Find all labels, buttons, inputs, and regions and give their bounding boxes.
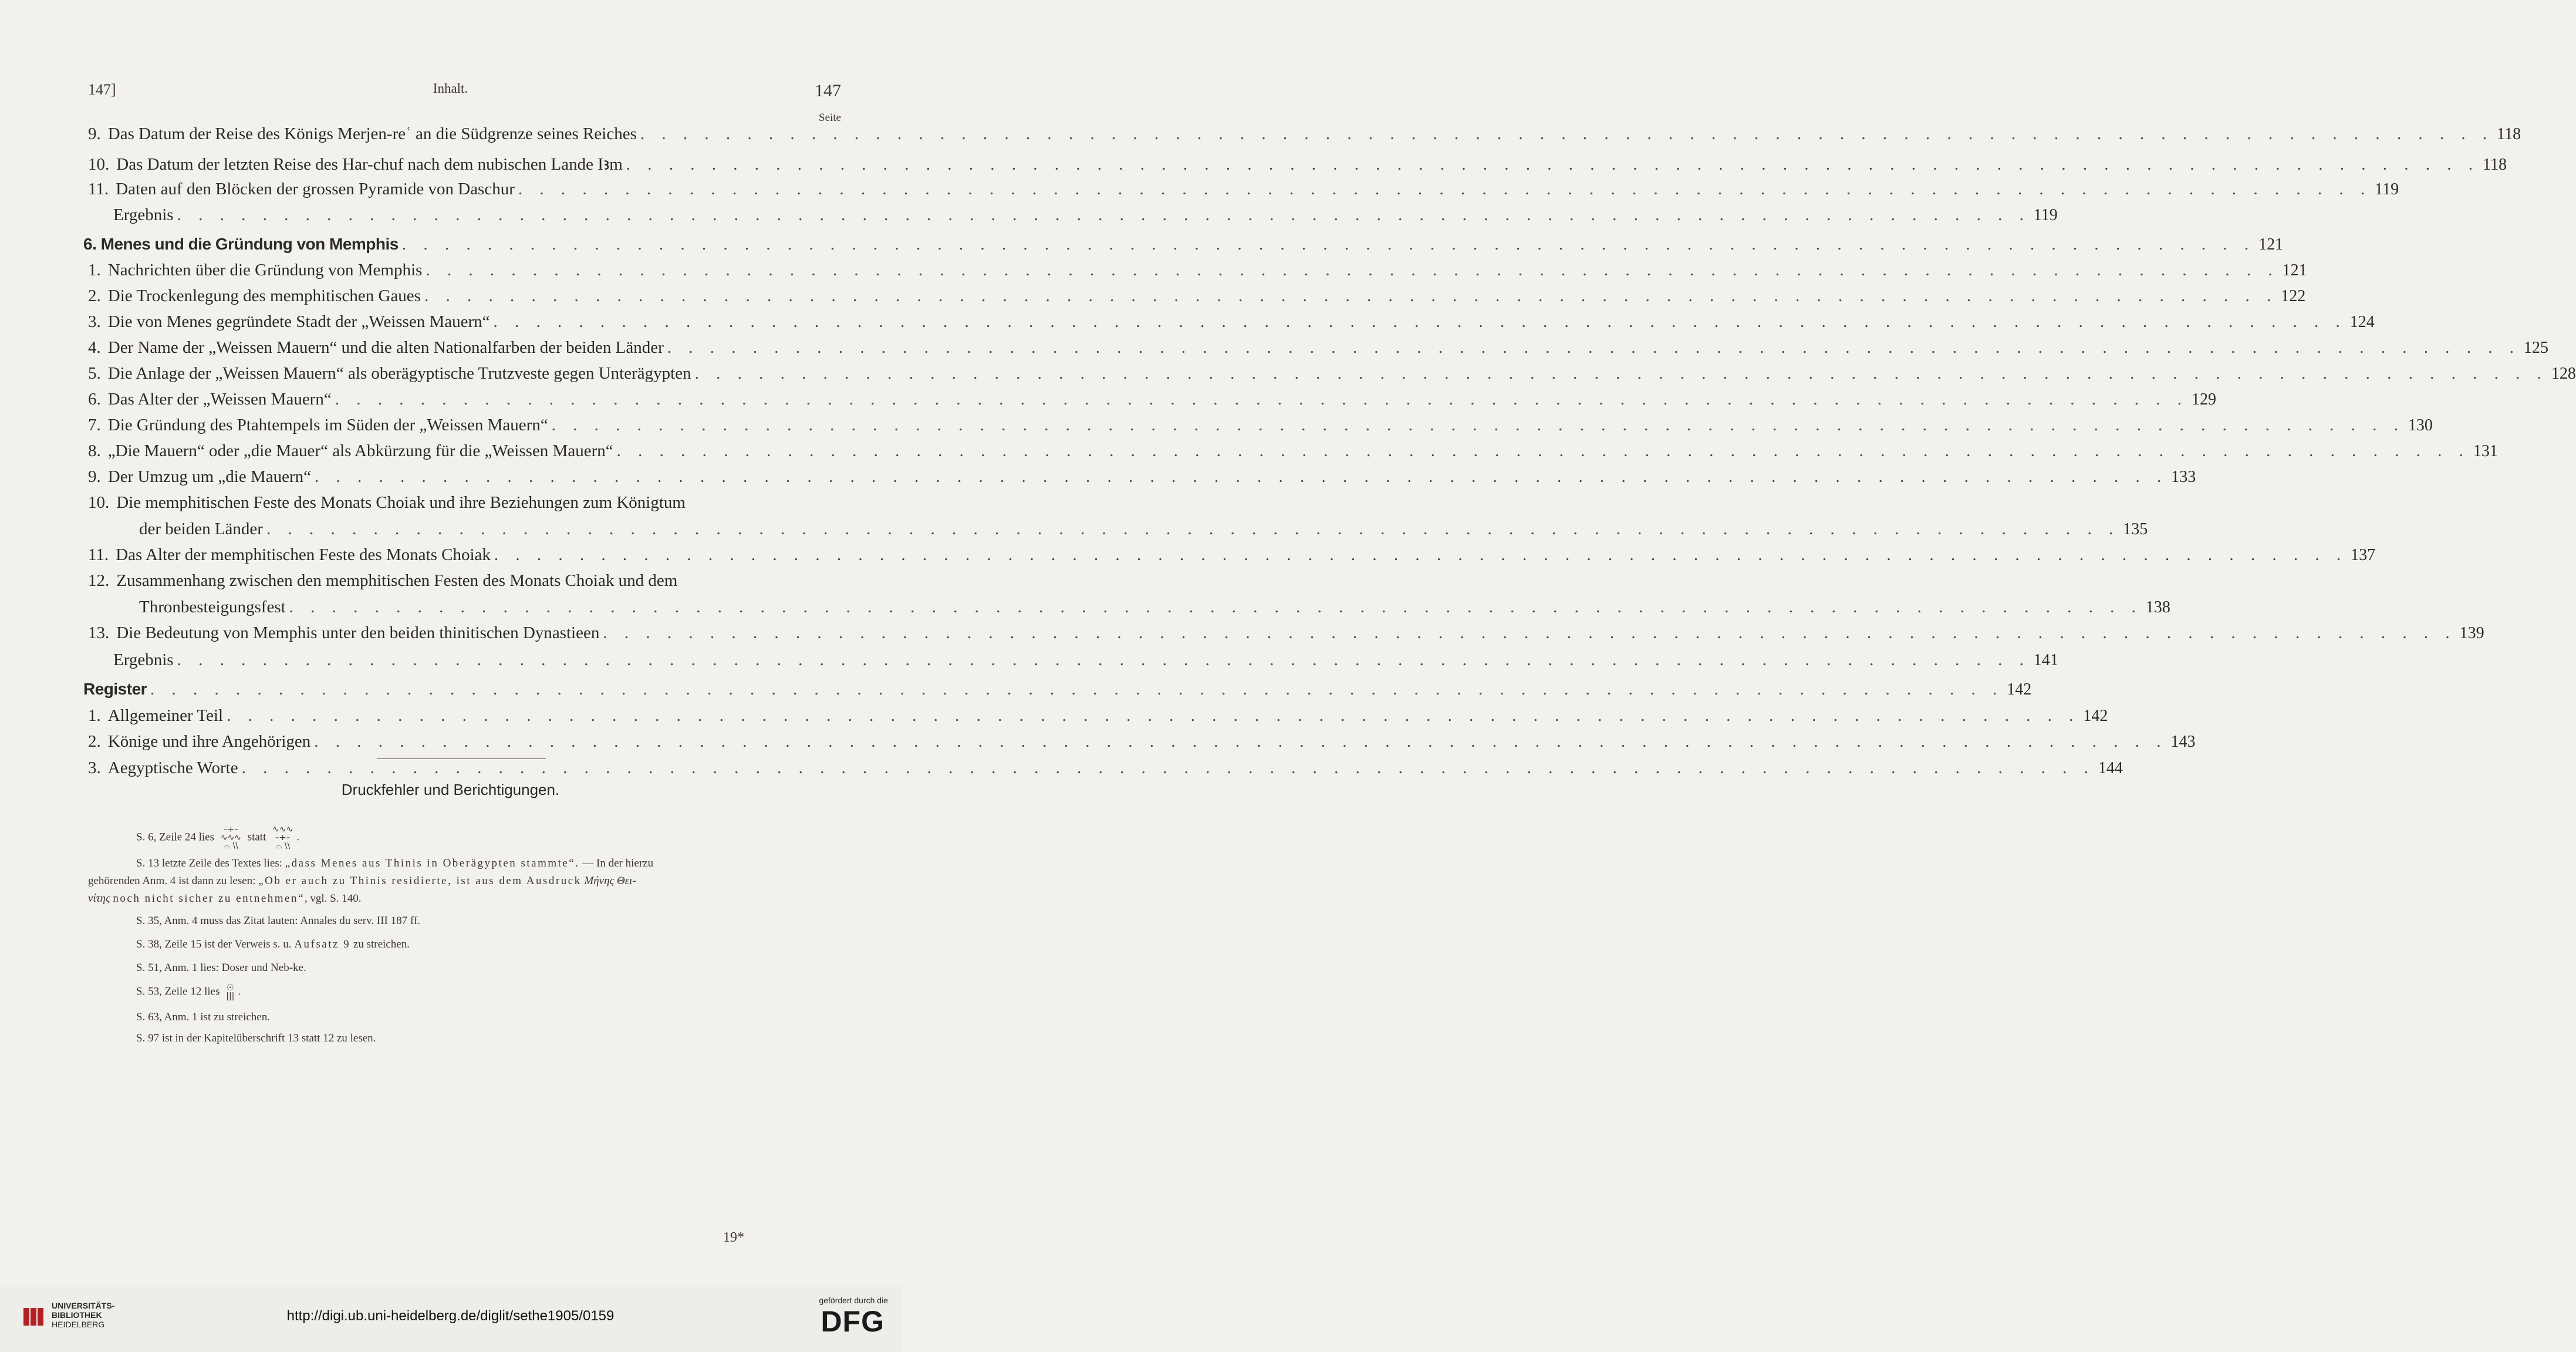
toc-title: Aegyptische Worte bbox=[107, 758, 238, 777]
divider bbox=[377, 758, 546, 759]
toc-number: 1. bbox=[88, 261, 101, 279]
toc-leader bbox=[640, 124, 2493, 144]
toc-title: Das Alter der „Weissen Mauern“ bbox=[107, 390, 332, 409]
errata-heading: Druckfehler und Berichtigungen. bbox=[341, 781, 560, 798]
toc-number: 8. bbox=[88, 441, 101, 460]
toc-number: 3. bbox=[88, 312, 101, 331]
toc-page: 118 bbox=[2497, 125, 2521, 143]
toc-entry bbox=[88, 154, 2507, 180]
toc-entry bbox=[88, 571, 841, 597]
toc-leader bbox=[603, 623, 2456, 643]
toc-number: 11. bbox=[88, 180, 109, 198]
toc-title: Der Name der „Weissen Mauern“ und die alten Nationalfarben der beiden Länder bbox=[107, 338, 664, 357]
toc-title: Die Gründung des Ptahtempels im Süden der „Weissen Mauern“ bbox=[107, 416, 548, 434]
toc-page: 130 bbox=[2408, 416, 2433, 434]
toc-page: 139 bbox=[2459, 624, 2484, 642]
toc-entry bbox=[88, 364, 2576, 390]
toc-page: 128 bbox=[2551, 365, 2576, 383]
toc-number: 9. bbox=[88, 124, 101, 143]
toc-leader bbox=[402, 235, 2255, 254]
toc-title: Könige und ihre Angehörigen bbox=[107, 732, 311, 751]
toc-leader bbox=[242, 758, 2095, 778]
toc-page: 129 bbox=[2191, 390, 2216, 409]
toc-leader bbox=[518, 180, 2371, 199]
toc-entry bbox=[88, 205, 2058, 231]
toc-leader bbox=[626, 155, 2479, 174]
toc-title: Die memphitischen Feste des Monats Choiak und ihre Beziehungen zum Königtum bbox=[116, 493, 686, 512]
toc-leader bbox=[426, 261, 2278, 280]
dfg-logo: DFG bbox=[821, 1305, 884, 1338]
toc-title: Ergebnis bbox=[113, 205, 174, 224]
toc-leader bbox=[494, 312, 2347, 332]
toc-title: Das Datum der letzten Reise des Har-chuf nach dem nubischen Lande Iꜣm bbox=[116, 155, 623, 174]
toc-entry bbox=[88, 732, 2196, 758]
toc-title: „Die Mauern“ oder „die Mauer“ als Abkürzung für die „Weissen Mauern“ bbox=[107, 441, 613, 460]
toc-title: Das Alter der memphitischen Feste des Monats Choiak bbox=[116, 545, 491, 564]
toc-page: 142 bbox=[2083, 707, 2108, 725]
toc-number: 2. bbox=[88, 732, 101, 751]
toc-page: 121 bbox=[2258, 235, 2284, 254]
toc-leader bbox=[695, 364, 2548, 383]
toc-number: 11. bbox=[88, 545, 109, 564]
hieroglyph-sun-icon: ☉ ||| bbox=[226, 983, 235, 1001]
toc-page: 119 bbox=[2375, 180, 2399, 198]
toc-number: 5. bbox=[88, 364, 101, 383]
seite-label: Seite bbox=[819, 112, 841, 124]
hieroglyph-correct-icon: –+– ∿∿∿ ⌓ \\ bbox=[220, 825, 241, 851]
toc-leader bbox=[335, 390, 2188, 409]
toc-entry bbox=[88, 390, 2216, 416]
toc-title: Register bbox=[83, 680, 147, 698]
toc-leader bbox=[227, 706, 2079, 726]
toc-title: Thronbesteigungsfest bbox=[139, 598, 286, 616]
toc-title: Die Bedeutung von Memphis unter den beiden thinitischen Dynastieen bbox=[116, 623, 600, 642]
toc-entry bbox=[88, 598, 2170, 623]
toc-entry bbox=[88, 416, 2433, 441]
toc-leader bbox=[315, 467, 2168, 487]
toc-entry bbox=[83, 680, 2032, 706]
running-head-left: 147] bbox=[88, 81, 116, 98]
toc-entry bbox=[88, 493, 841, 519]
toc-page: 143 bbox=[2170, 733, 2196, 751]
errata-line-2: S. 13 letzte Zeile des Textes lies: „dass Menes aus Thinis in Oberägypten stammte“. — In der hierzu bbox=[136, 857, 654, 869]
toc-number: 2. bbox=[88, 286, 101, 305]
toc-page: 124 bbox=[2349, 313, 2375, 331]
toc-page: 133 bbox=[2171, 468, 2196, 486]
toc-entry bbox=[88, 650, 2058, 676]
toc-title: Allgemeiner Teil bbox=[107, 706, 224, 725]
toc-title: 6. Menes und die Gründung von Memphis bbox=[83, 235, 399, 253]
toc-leader bbox=[150, 680, 2003, 699]
toc-number: 10. bbox=[88, 155, 110, 174]
toc-title: Das Datum der Reise des Königs Merjen-reʿ an die Südgrenze seines Reiches bbox=[107, 124, 637, 143]
toc-page: 122 bbox=[2281, 287, 2306, 305]
toc-leader bbox=[494, 545, 2347, 565]
running-head-title: Inhalt. bbox=[433, 81, 468, 96]
toc-page: 118 bbox=[2483, 156, 2507, 174]
errata-line-8: S. 97 ist in der Kapitelüberschrift 13 statt 12 zu lesen. bbox=[136, 1032, 376, 1044]
funding-caption: gefördert durch die bbox=[819, 1296, 888, 1305]
errata-line-7: S. 63, Anm. 1 ist zu streichen. bbox=[136, 1011, 270, 1023]
errata-line-6: S. 53, Zeile 12 lies ☉ ||| . bbox=[136, 983, 241, 1001]
toc-number: 6. bbox=[88, 390, 101, 409]
toc-title: Zusammenhang zwischen den memphitischen Festen des Monats Choiak und dem bbox=[116, 571, 678, 590]
toc-entry bbox=[88, 261, 2307, 286]
toc-number: 10. bbox=[88, 493, 110, 512]
toc-entry bbox=[88, 124, 2521, 150]
toc-entry bbox=[88, 520, 2148, 545]
toc-title: der beiden Länder bbox=[139, 520, 263, 538]
toc-entry bbox=[88, 467, 2196, 493]
toc-entry bbox=[88, 338, 2548, 364]
toc-page: 135 bbox=[2123, 520, 2148, 538]
toc-title: Nachrichten über die Gründung von Memphis bbox=[107, 261, 423, 279]
toc-page: 137 bbox=[2351, 546, 2376, 564]
toc-leader bbox=[177, 650, 2030, 670]
toc-number: 9. bbox=[88, 467, 101, 486]
errata-line-3: S. 35, Anm. 4 muss das Zitat lauten: Annales du serv. III 187 ff. bbox=[136, 915, 420, 927]
toc-title: Daten auf den Blöcken der grossen Pyramide von Daschur bbox=[116, 180, 515, 198]
toc-number: 13. bbox=[88, 623, 110, 642]
toc-entry bbox=[88, 706, 2108, 732]
toc-leader bbox=[314, 732, 2167, 751]
running-head-page: 147 bbox=[815, 81, 841, 100]
toc-leader bbox=[667, 338, 2520, 358]
errata-line-4: S. 38, Zeile 15 ist der Verweis s. u. Aufsatz 9 zu streichen. bbox=[136, 938, 410, 950]
errata-line-2c: νίτης noch nicht sicher zu entnehmen“, vgl. S. 140. bbox=[88, 892, 362, 905]
errata-line-1: S. 6, Zeile 24 lies –+– ∿∿∿ ⌓ \\ statt ∿∿∿ –+– ⌓ \\. bbox=[136, 825, 300, 851]
errata-line-5: S. 51, Anm. 1 lies: Doser und Neb-ke. bbox=[136, 962, 306, 974]
toc-title: Die von Menes gegründete Stadt der „Weissen Mauern“ bbox=[107, 312, 490, 331]
toc-page: 138 bbox=[2145, 598, 2170, 616]
toc-page: 142 bbox=[2007, 680, 2032, 699]
toc-entry bbox=[88, 441, 2498, 467]
toc-entry bbox=[88, 180, 2399, 205]
toc-entry bbox=[88, 545, 2376, 571]
toc-leader bbox=[424, 286, 2277, 306]
toc-entry bbox=[88, 623, 2484, 649]
toc-title: Ergebnis bbox=[113, 650, 174, 669]
toc-number: 12. bbox=[88, 571, 110, 590]
toc-entry bbox=[83, 235, 2284, 261]
toc-leader bbox=[289, 598, 2142, 617]
toc-page: 144 bbox=[2098, 759, 2123, 777]
toc-page: 141 bbox=[2033, 651, 2058, 669]
toc-number: 1. bbox=[88, 706, 101, 725]
permalink[interactable]: http://digi.ub.uni-heidelberg.de/diglit/sethe1905/0159 bbox=[286, 1308, 615, 1324]
toc-leader bbox=[552, 416, 2405, 435]
toc-entry bbox=[88, 312, 2375, 338]
toc-page: 121 bbox=[2282, 261, 2307, 279]
toc-page: 119 bbox=[2033, 206, 2058, 224]
toc-title: Der Umzug um „die Mauern“ bbox=[107, 467, 312, 486]
errata-line-2b: gehörenden Anm. 4 ist dann zu lesen: „Ob er auch zu Thinis residierte, ist aus dem Ausdruck Μήνης Θει- bbox=[88, 875, 636, 887]
hieroglyph-wrong-icon: ∿∿∿ –+– ⌓ \\ bbox=[272, 825, 293, 851]
toc-leader bbox=[266, 520, 2119, 539]
toc-page: 125 bbox=[2524, 339, 2548, 357]
toc-page: 131 bbox=[2473, 442, 2498, 460]
toc-entry bbox=[88, 286, 2306, 312]
toc-title: Die Trockenlegung des memphitischen Gaues bbox=[107, 286, 421, 305]
toc-leader bbox=[177, 205, 2030, 225]
signature-mark: 19* bbox=[723, 1230, 744, 1245]
toc-leader bbox=[617, 441, 2470, 461]
toc-title: Die Anlage der „Weissen Mauern“ als oberägyptische Trutzveste gegen Unterägypten bbox=[107, 364, 691, 383]
toc-number: 3. bbox=[88, 758, 101, 777]
university-library-name: UNIVERSITÄTS- BIBLIOTHEK HEIDELBERG bbox=[52, 1301, 115, 1329]
toc-number: 4. bbox=[88, 338, 101, 357]
toc-number: 7. bbox=[88, 416, 101, 434]
